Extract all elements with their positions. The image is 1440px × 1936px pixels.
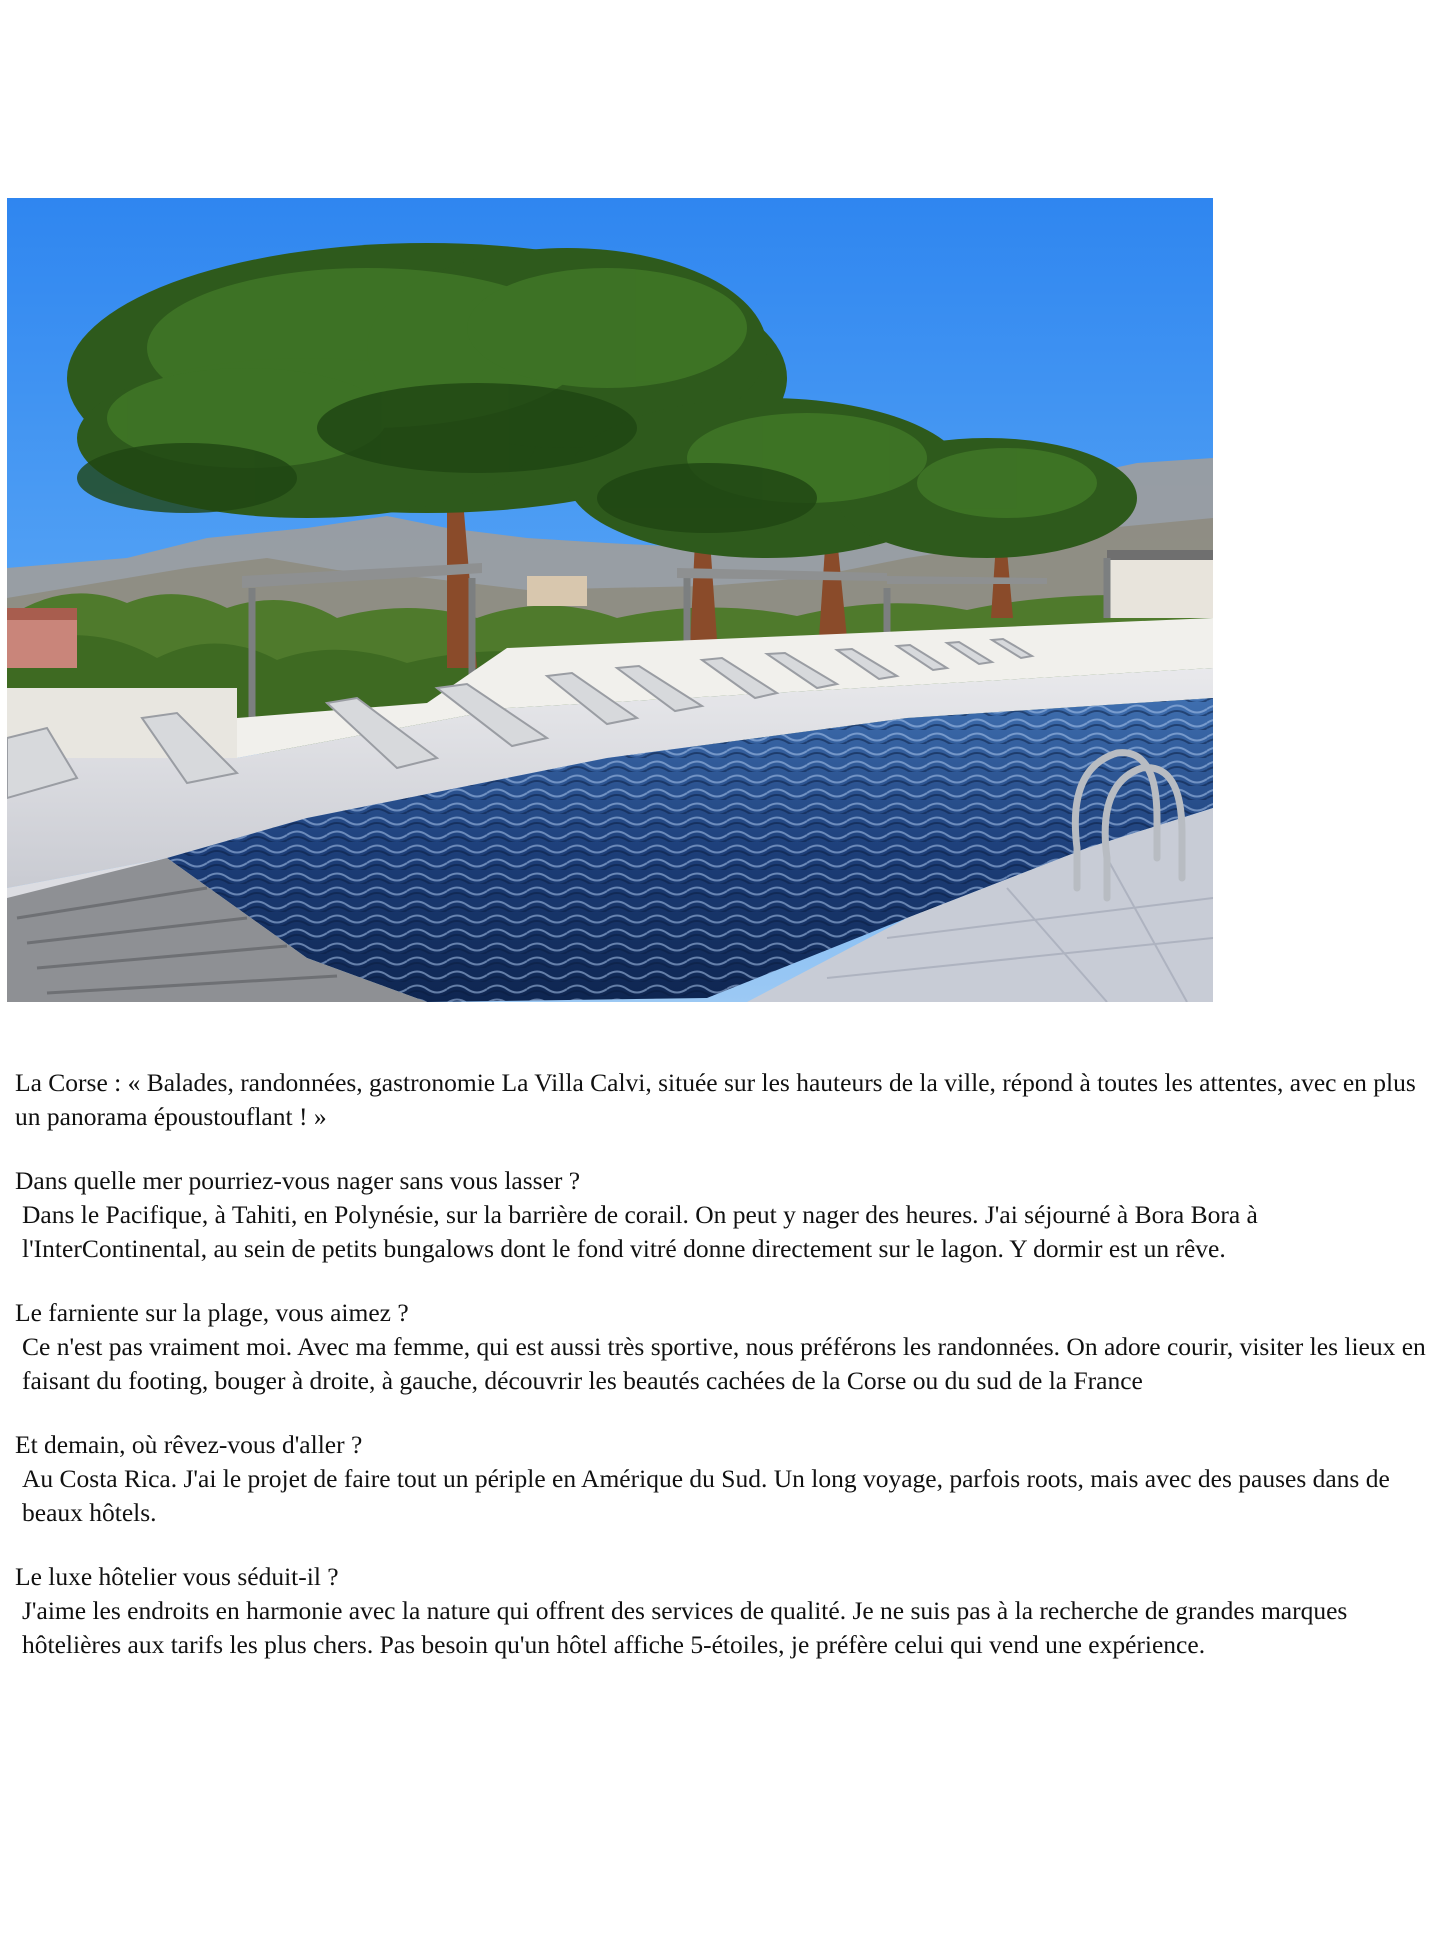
question: Le luxe hôtelier vous séduit-il ? <box>15 1562 339 1591</box>
answer: Ce n'est pas vraiment moi. Avec ma femme, qui est aussi très sportive, nous préférons les randonnées. On adore courir, visiter les lieux en faisant du footing, bouger à droite, à gauche, découvrir les beautés cachées de la Corse ou du sud de la France <box>22 1332 1426 1395</box>
hotel-pool-icon <box>7 198 1213 1002</box>
qa-item <box>15 1296 1435 1398</box>
answer: Dans le Pacifique, à Tahiti, en Polynésie, sur la barrière de corail. On peut y nager des heures. J'ai séjourné à Bora Bora à l'InterContinental, au sein de petits bungalows dont le fond vitré donne directement sur le lagon. Y dormir est un rêve. <box>22 1200 1258 1263</box>
article-body <box>15 1066 1435 1692</box>
answer: Au Costa Rica. J'ai le projet de faire tout un périple en Amérique du Sud. Un long voyage, parfois roots, mais avec des pauses dans de beaux hôtels. <box>22 1464 1390 1527</box>
intro-paragraph: La Corse : « Balades, randonnées, gastronomie La Villa Calvi, située sur les hauteurs de la ville, répond à toutes les attentes, avec en plus un panorama époustouflant ! » <box>15 1068 1416 1131</box>
answer: J'aime les endroits en harmonie avec la nature qui offrent des services de qualité. Je ne suis pas à la recherche de grandes marques hôtelières aux tarifs les plus chers. Pas besoin qu'un hôtel affiche 5-étoiles, je préfère celui qui vend une expérience. <box>22 1596 1348 1659</box>
qa-item <box>15 1560 1435 1662</box>
hotel-pool-photo <box>7 198 1213 1002</box>
question: Dans quelle mer pourriez-vous nager sans vous lasser ? <box>15 1166 581 1195</box>
question: Le farniente sur la plage, vous aimez ? <box>15 1298 409 1327</box>
qa-item <box>15 1164 1435 1266</box>
question: Et demain, où rêvez-vous d'aller ? <box>15 1430 363 1459</box>
qa-item <box>15 1428 1435 1530</box>
